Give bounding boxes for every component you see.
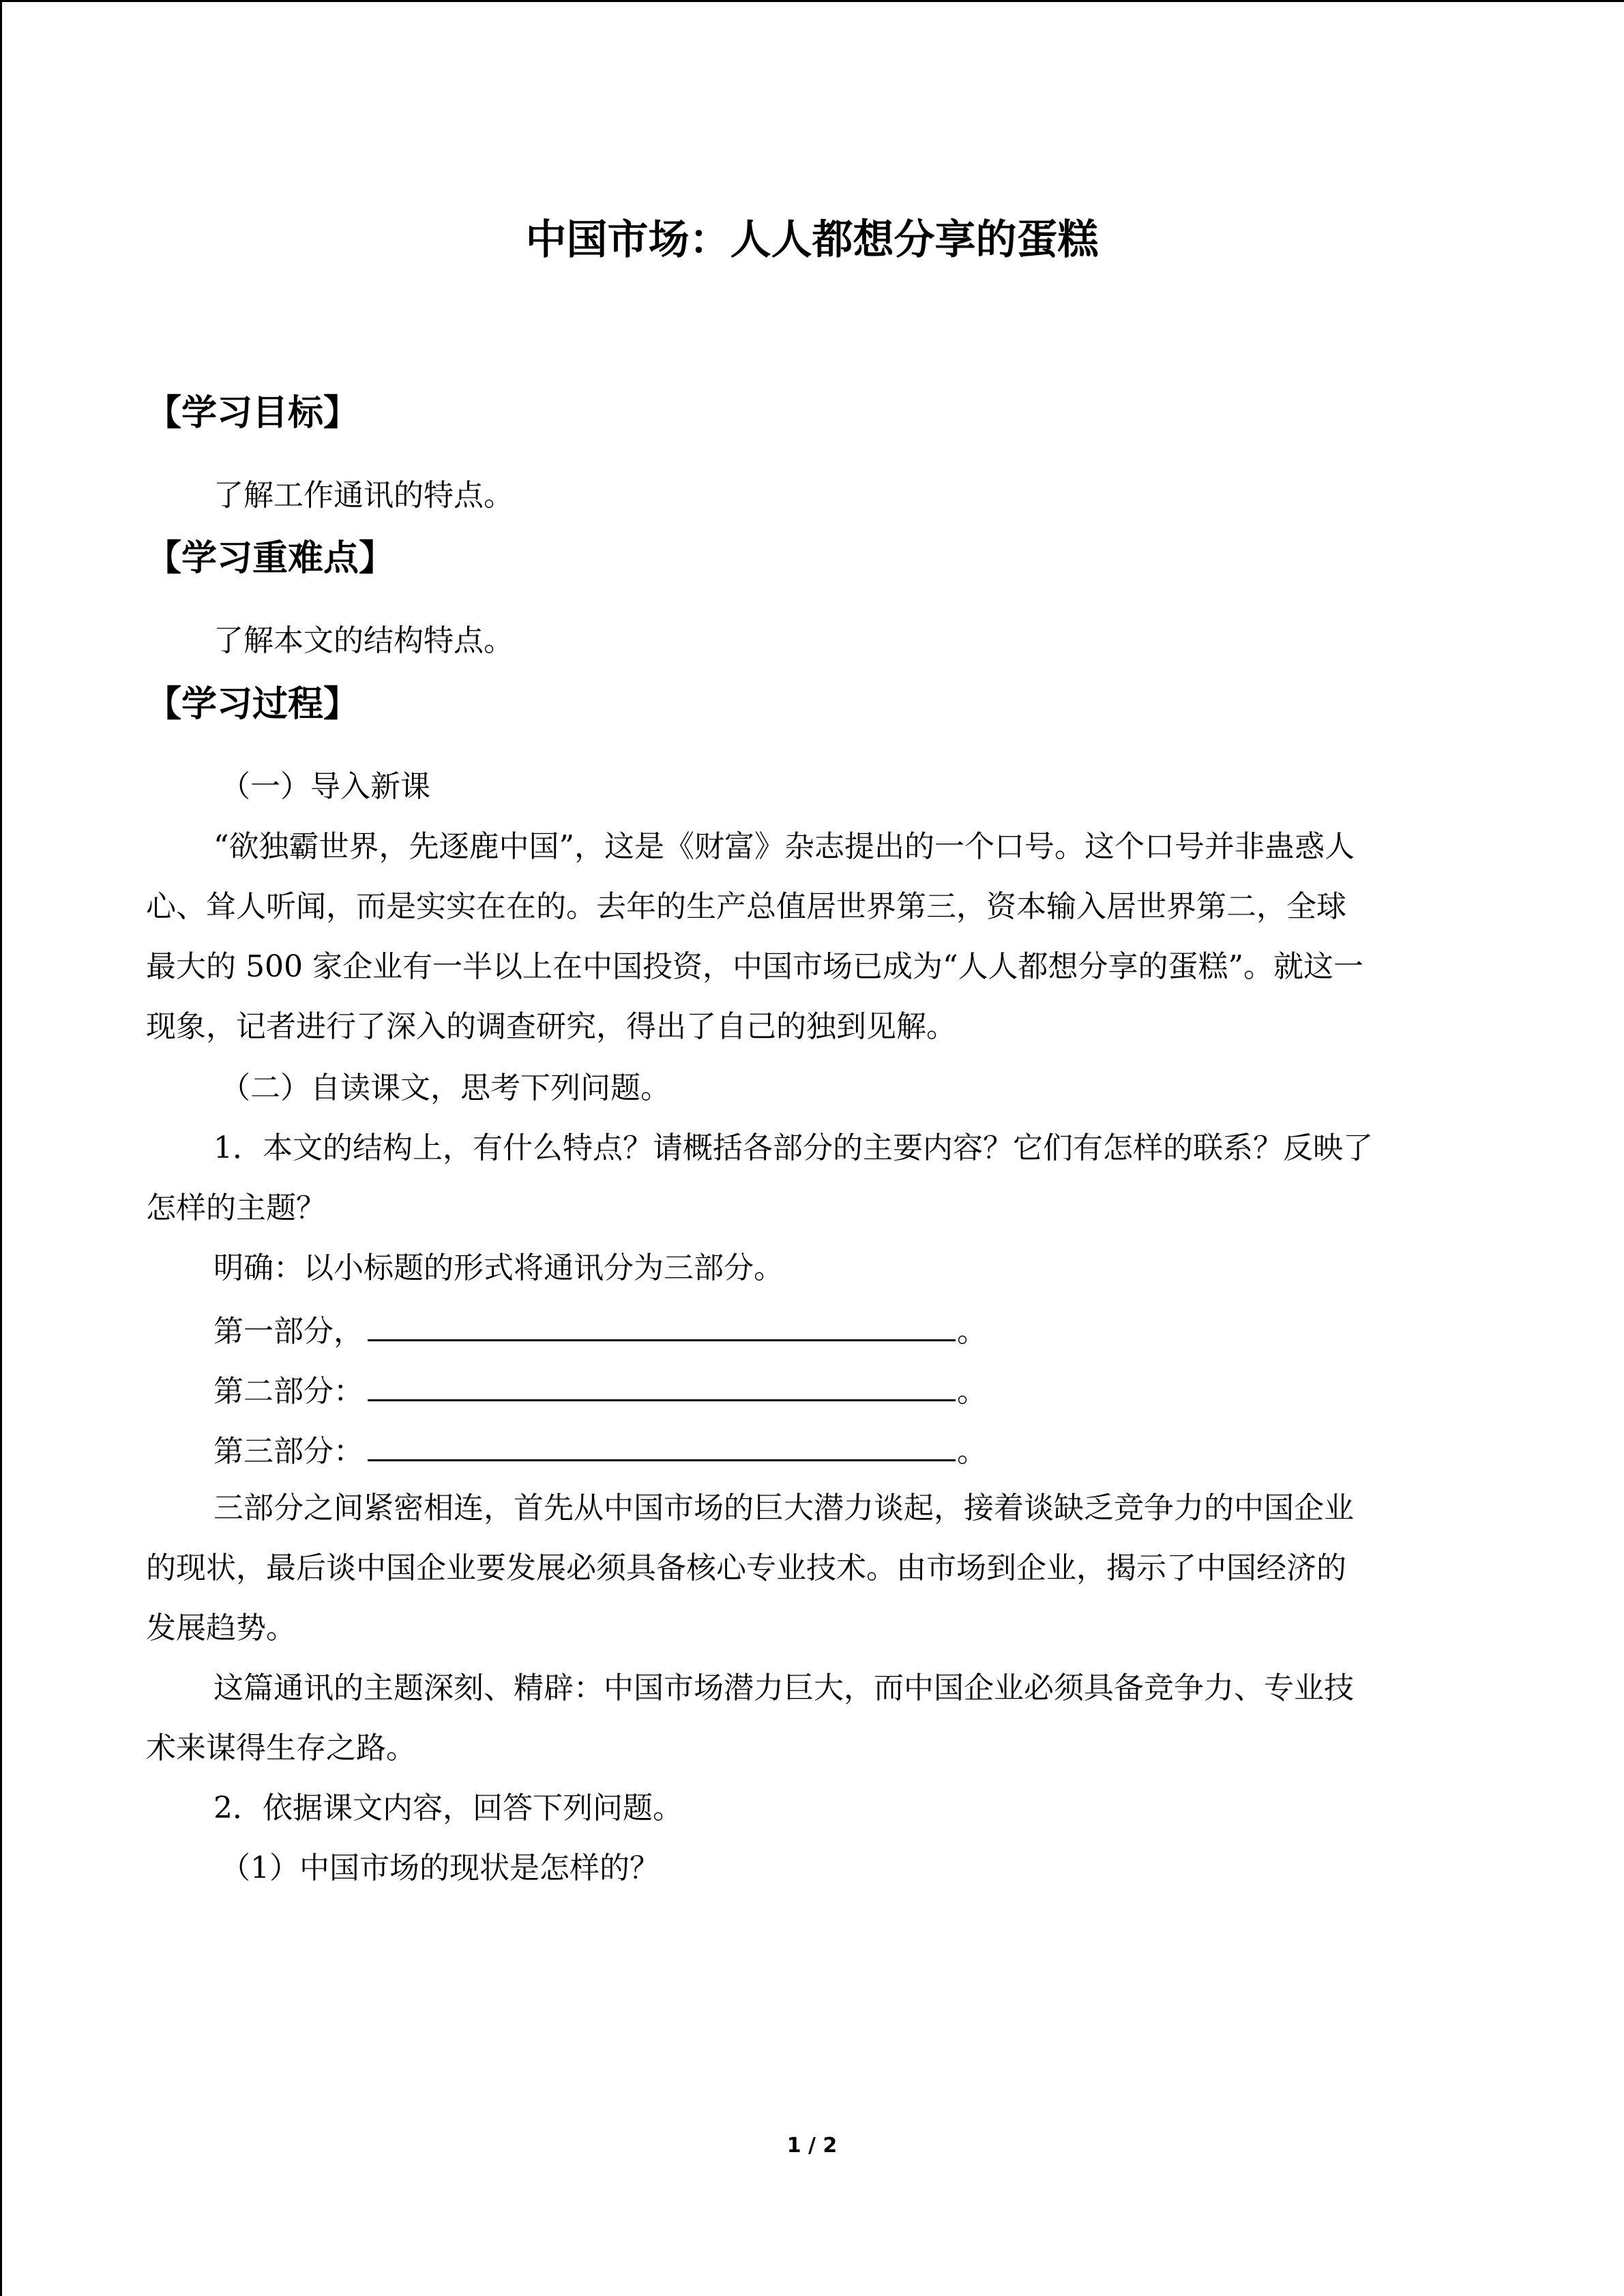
answer-intro: 明确：以小标题的形式将通讯分为三部分。 — [213, 1251, 784, 1285]
intro-line-2: 心、耸人听闻，而是实实在在的。去年的生产总值居世界第三，资本输入居世界第二，全球 — [146, 889, 1346, 924]
page-number: 1 / 2 — [786, 2134, 838, 2158]
question-1-line-1: 1．本文的结构上，有什么特点？请概括各部分的主要内容？它们有怎样的联系？反映了 — [213, 1131, 1373, 1165]
intro-line-3: 最大的 500 家企业有一半以上在中国投资，中国市场已成为“人人都想分享的蛋糕”。就这一 — [146, 949, 1363, 984]
part-1-row — [213, 1308, 987, 1352]
part-1-label: 第一部分， — [213, 1314, 364, 1349]
intro-label: （一）导入新课 — [220, 769, 430, 804]
heading-key-points: 【学习重难点】 — [146, 538, 395, 579]
heading-objectives: 【学习目标】 — [146, 393, 359, 434]
reading-label: （二）自读课文，思考下列问题。 — [220, 1071, 670, 1105]
heading-process: 【学习过程】 — [146, 684, 359, 725]
theme-line-1: 这篇通讯的主题深刻、精辟：中国市场潜力巨大，而中国企业必须具备竞争力、专业技 — [213, 1671, 1354, 1705]
page-border-top — [0, 0, 1624, 2]
part-2-label: 第二部分： — [213, 1374, 364, 1409]
part-3-row — [213, 1428, 987, 1472]
intro-line-1: “欲独霸世界，先逐鹿中国”，这是《财富》杂志提出的一个口号。这个口号并非蛊惑人 — [213, 829, 1355, 864]
part-2-blank[interactable] — [368, 1368, 956, 1401]
intro-line-4: 现象，记者进行了深入的调查研究，得出了自己的独到见解。 — [146, 1009, 956, 1044]
objectives-text: 了解工作通讯的特点。 — [213, 478, 514, 513]
page-title: 中国市场：人人都想分享的蛋糕 — [525, 216, 1099, 264]
part-1-end: 。 — [957, 1314, 987, 1349]
part-3-blank[interactable] — [368, 1428, 956, 1461]
part-1-blank[interactable] — [368, 1308, 956, 1341]
theme-line-2: 术来谋得生存之路。 — [146, 1731, 416, 1765]
key-points-text: 了解本文的结构特点。 — [213, 623, 514, 658]
part-2-end: 。 — [957, 1374, 987, 1409]
relation-line-1: 三部分之间紧密相连，首先从中国市场的巨大潜力谈起，接着谈缺乏竞争力的中国企业 — [213, 1491, 1354, 1525]
page-border-left — [0, 0, 2, 2296]
relation-line-3: 发展趋势。 — [146, 1611, 296, 1645]
question-2-sub-1: （1）中国市场的现状是怎样的？ — [220, 1851, 660, 1885]
part-3-label: 第三部分： — [213, 1434, 364, 1469]
question-2: 2．依据课文内容，回答下列问题。 — [213, 1791, 683, 1825]
part-2-row — [213, 1368, 987, 1412]
question-1-line-2: 怎样的主题？ — [146, 1191, 326, 1225]
part-3-end: 。 — [957, 1434, 987, 1469]
relation-line-2: 的现状，最后谈中国企业要发展必须具备核心专业技术。由市场到企业，揭示了中国经济的 — [146, 1551, 1346, 1585]
